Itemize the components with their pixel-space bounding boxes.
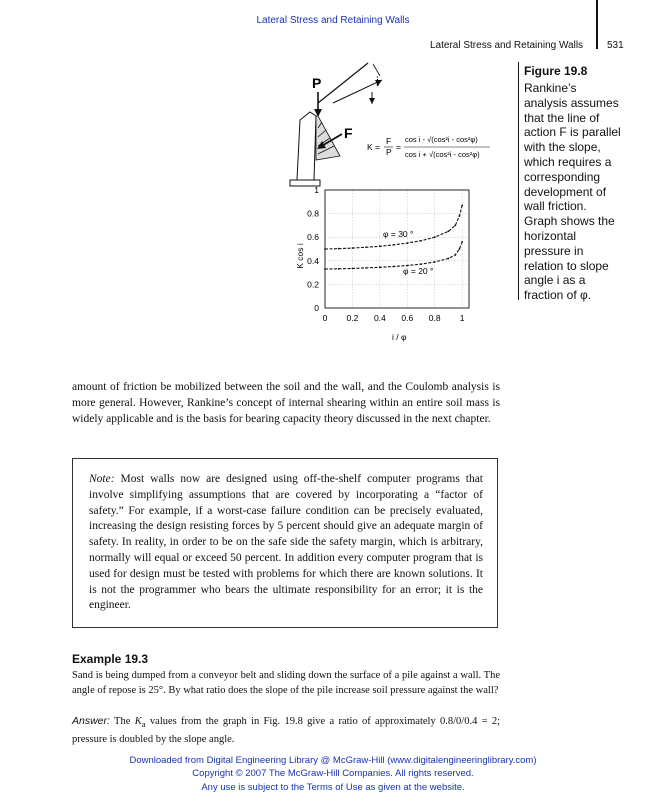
y-tick-label: 0.2	[307, 279, 319, 290]
caption-line: pressure in	[524, 243, 584, 258]
data-point	[338, 268, 340, 270]
caption-line: development of	[524, 184, 607, 199]
answer-k-subscript: a	[141, 719, 146, 730]
equation-frac-top: F	[386, 136, 392, 146]
caption-line: Rankine’s	[524, 81, 577, 95]
figure-caption	[518, 62, 634, 303]
data-point	[379, 245, 381, 247]
data-point	[379, 266, 381, 268]
body-paragraph: amount of friction be mobilized between the soil and the wall, and the Coulomb analysis is more general. However, Rankine’s concept of internal shearing within an entire soil mass is widely applicable and is the basis for bearing capacity theory discussed in the next chapter.	[72, 381, 500, 425]
data-point	[324, 268, 326, 270]
slope-arrow-line	[333, 80, 382, 103]
equation-denominator: cos i + √(cos²i - cos²φ)	[405, 150, 480, 159]
data-point	[365, 246, 367, 248]
data-point	[406, 242, 408, 244]
equation-frac-bottom: P	[386, 147, 392, 157]
x-tick-label: 0.6	[401, 313, 414, 323]
x-axis-label: i / φ	[392, 332, 407, 342]
data-point	[420, 240, 422, 242]
y-tick-label: 1	[314, 185, 319, 195]
caption-line: analysis assumes	[524, 95, 619, 110]
y-tick-label: 0	[314, 303, 319, 313]
chart-ticks	[307, 185, 465, 323]
data-point	[338, 248, 340, 250]
data-point	[420, 263, 422, 265]
top-banner: Lateral Stress and Retaining Walls	[256, 15, 410, 26]
data-point	[393, 266, 395, 268]
series-line-1	[325, 242, 462, 269]
data-point	[454, 254, 456, 256]
running-head: Lateral Stress and Retaining Walls	[430, 40, 584, 51]
y-tick-label: 0.6	[307, 232, 319, 243]
chart	[295, 185, 469, 342]
retaining-wall-diagram	[290, 63, 382, 186]
y-tick-label: 0.4	[307, 255, 319, 266]
footer	[0, 754, 666, 794]
data-point	[454, 225, 456, 227]
equation-numerator: cos i - √(cos²i - cos²φ)	[405, 135, 478, 144]
figure-caption-text	[524, 81, 634, 303]
footer-line-2: Copyright © 2007 The McGraw-Hill Companies. All rights reserved.	[192, 768, 474, 780]
y-tick-label: 0.8	[307, 208, 319, 219]
example-text: Sand is being dumped from a conveyor belt and sliding down the surface of a pile against a wall. The angle of repose is 25°. By what ratio does the slope of the pile increase soil pressure against the wall?	[72, 670, 500, 696]
rankine-equation	[367, 135, 490, 159]
data-point	[461, 241, 463, 243]
answer-label: Answer:	[72, 715, 110, 727]
data-point	[434, 261, 436, 263]
answer-pre: The	[114, 716, 131, 727]
data-point	[352, 268, 354, 270]
caption-line: relation to slope	[524, 258, 609, 273]
caption-line: Graph shows the	[524, 214, 615, 229]
force-f-label: F	[344, 125, 353, 141]
footer-line-3: Any use is subject to the Terms of Use as given at the website.	[201, 781, 465, 793]
caption-line: angle i as a	[524, 273, 586, 288]
wall-body	[297, 112, 316, 180]
page-number: 531	[607, 40, 624, 51]
caption-line: wall friction.	[524, 199, 587, 214]
data-point	[324, 248, 326, 250]
plot-frame	[325, 190, 469, 308]
chart-grid	[325, 190, 469, 308]
caption-line: fraction of φ.	[524, 288, 592, 303]
example-answer	[72, 714, 500, 747]
figure-19-8	[270, 60, 515, 350]
backfill-slope-line	[318, 63, 368, 103]
x-tick-label: 0.2	[346, 313, 359, 323]
note-box	[72, 458, 498, 628]
data-point	[459, 248, 461, 250]
angle-i-arrow-head	[369, 98, 375, 104]
data-point	[352, 247, 354, 249]
series-label-phi-30: φ = 30 °	[383, 229, 414, 239]
example-title: Example 19.3	[72, 652, 149, 666]
angle-i-label: i	[376, 74, 379, 89]
caption-line: that the line of	[524, 110, 600, 125]
force-p-label: P	[312, 75, 322, 91]
x-tick-label: 1	[459, 313, 465, 323]
x-tick-label: 0.4	[373, 313, 386, 323]
caption-line: which requires a	[524, 154, 612, 169]
series-line-0	[325, 205, 462, 249]
answer-post: values from the graph in Fig. 19.8 give a ratio of approximately 0.8/0/0.4 = 2; pressure is doubled by the slope angle.	[72, 716, 501, 746]
caption-line: action F is parallel	[524, 125, 621, 140]
footer-line-1: Downloaded from Digital Engineering Library @ McGraw-Hill (www.digitalengineeringlibrary.com)	[129, 755, 537, 766]
note-paragraph	[89, 472, 483, 614]
caption-line: horizontal	[524, 228, 577, 243]
data-point	[448, 258, 450, 260]
x-tick-label: 0.8	[428, 313, 441, 323]
answer-k-symbol: K	[134, 716, 142, 727]
data-point	[365, 267, 367, 269]
series-label-phi-20: φ = 20 °	[403, 266, 434, 276]
note-text: Most walls now are designed using off-the-shelf computer programs that involve simplifying assumptions that are covered by incorporating a “factor of safety.” For example, if a worst-case failure condition can be precisely evaluated, increasing the design resisting forces by 5 percent should give an adequate margin of safety. In reality, in order to be on the safe side the safety margin, which is arbitrary, normally will equal or exceed 50 percent. In addition every computer program that is used for design must be tested with problems for which there are known solutions. It is not the programmer who bears the ultimate responsibility for an error; it is the engineer.	[89, 473, 483, 612]
caption-line: corresponding	[524, 169, 601, 184]
data-point	[461, 204, 463, 206]
data-point	[393, 244, 395, 246]
data-point	[448, 230, 450, 232]
data-point	[459, 215, 461, 217]
data-point	[434, 236, 436, 238]
figure-title: Figure 19.8	[524, 64, 588, 78]
y-axis-label: K cos i	[295, 243, 305, 269]
equation-lhs: K =	[367, 142, 380, 152]
caption-line: with the slope,	[524, 140, 601, 155]
equation-eq: =	[396, 142, 401, 152]
header-rule	[596, 0, 598, 49]
note-label: Note:	[89, 473, 115, 485]
x-tick-label: 0	[322, 313, 328, 323]
